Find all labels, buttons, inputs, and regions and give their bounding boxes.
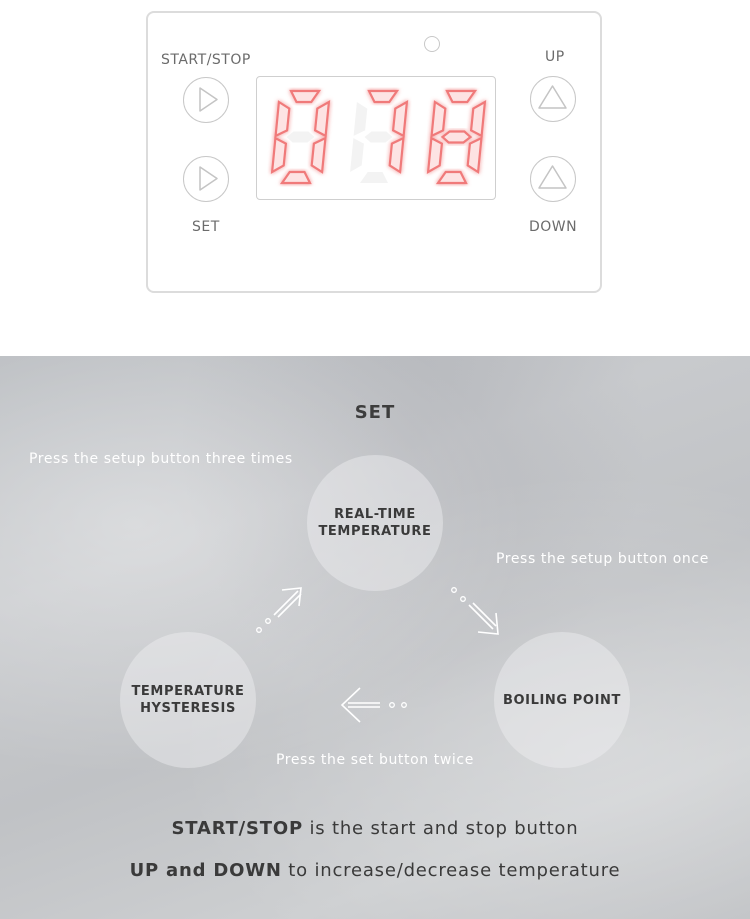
play-icon xyxy=(184,78,227,121)
digit-segment xyxy=(468,138,482,172)
digit-segment xyxy=(282,172,310,183)
step-label-line: HYSTERESIS xyxy=(140,701,236,716)
step-label-line: BOILING POINT xyxy=(503,692,621,708)
down-label: DOWN xyxy=(529,219,578,235)
digit-segment xyxy=(432,102,446,136)
step-label-line: REAL-TIME xyxy=(334,507,416,522)
digit-segment xyxy=(438,172,466,183)
triangle-up-icon xyxy=(531,157,574,200)
triangle-up-icon xyxy=(531,77,574,120)
digit-segment xyxy=(276,102,290,136)
display-digit xyxy=(350,91,407,183)
digit-segment xyxy=(312,138,326,172)
step-label-line: TEMPERATURE xyxy=(131,684,245,699)
start-stop-term: START/STOP xyxy=(171,818,303,839)
section-title: SET xyxy=(354,402,396,423)
seven-segment-display xyxy=(257,77,494,198)
device-control-panel xyxy=(146,11,602,293)
digit-segment xyxy=(369,91,397,102)
digit-segment xyxy=(443,132,471,143)
hint-three-times: Press the setup button three times xyxy=(29,451,293,467)
digit-segment xyxy=(350,138,364,172)
start-stop-label: START/STOP xyxy=(161,52,251,68)
control-panel-section xyxy=(0,0,750,356)
step-boiling-point xyxy=(494,632,630,768)
digit-segment xyxy=(471,102,485,136)
indicator-led xyxy=(424,36,440,52)
arrow-left-icon xyxy=(338,684,414,726)
down-button[interactable] xyxy=(530,156,576,202)
start-stop-description xyxy=(0,818,750,839)
digital-display xyxy=(256,76,496,200)
step-real-time-temperature xyxy=(307,455,443,591)
start-stop-button[interactable] xyxy=(183,77,229,123)
arrow-down-right-icon xyxy=(448,584,504,636)
start-stop-explanation: is the start and stop button xyxy=(302,818,579,839)
hint-once: Press the setup button once xyxy=(496,551,709,567)
hint-twice: Press the set button twice xyxy=(276,752,474,768)
digit-segment xyxy=(360,172,388,183)
up-button[interactable] xyxy=(530,76,576,122)
up-label: UP xyxy=(545,49,565,65)
digit-segment xyxy=(393,102,407,136)
digit-segment xyxy=(291,91,319,102)
up-down-description xyxy=(0,860,750,881)
up-down-term: UP and DOWN xyxy=(129,860,282,881)
digit-segment xyxy=(287,132,315,143)
play-icon xyxy=(184,157,227,200)
digit-segment xyxy=(354,102,368,136)
digit-segment xyxy=(447,91,475,102)
display-digit xyxy=(272,91,329,183)
step-label-line: TEMPERATURE xyxy=(318,524,432,539)
set-label: SET xyxy=(192,219,220,235)
digit-segment xyxy=(428,138,442,172)
set-diagram-section xyxy=(0,356,750,919)
digit-segment xyxy=(272,138,286,172)
digit-segment xyxy=(390,138,404,172)
display-digit xyxy=(428,91,485,183)
digit-segment xyxy=(365,132,393,143)
arrow-up-right-icon xyxy=(252,584,308,636)
up-down-explanation: to increase/decrease temperature xyxy=(281,860,621,881)
digit-segment xyxy=(315,102,329,136)
step-temperature-hysteresis xyxy=(120,632,256,768)
set-button[interactable] xyxy=(183,156,229,202)
